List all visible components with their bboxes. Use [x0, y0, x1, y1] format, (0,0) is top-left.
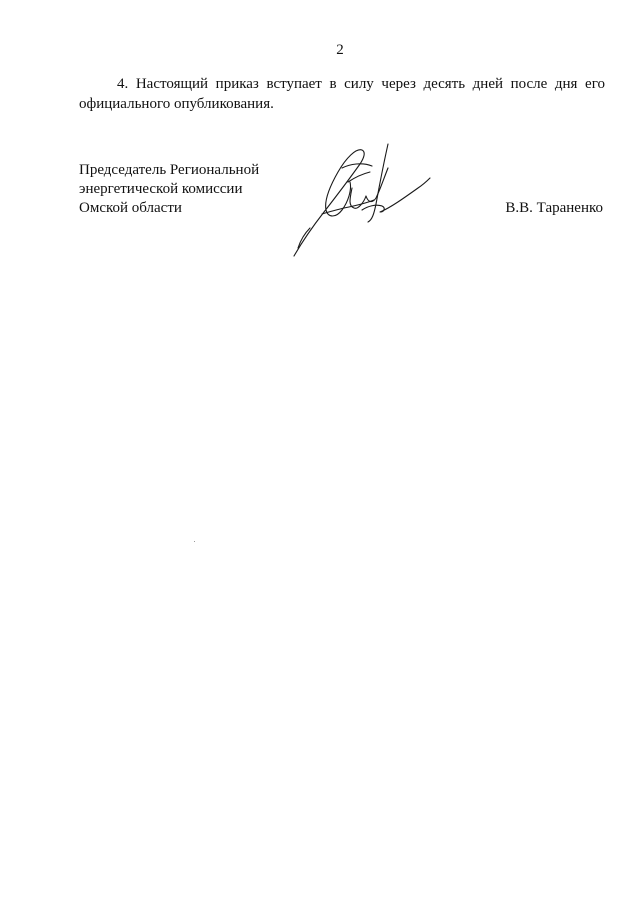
signatory-position: [79, 161, 259, 218]
paragraph-4-line-2: официального опубликования.: [79, 96, 274, 112]
page-number: 2: [336, 42, 344, 58]
signer-name: В.В. Тараненко: [505, 200, 603, 216]
paragraph-4-line-1: 4. Настоящий приказ вступает в силу через десять дней после дня его: [117, 76, 605, 92]
signatory-position-line-2: энергетической комиссии: [79, 181, 243, 197]
scan-speck: [194, 541, 195, 542]
signatory-position-line-3: Омской области: [79, 200, 182, 216]
handwritten-signature: [288, 138, 438, 260]
signatory-position-line-1: Председатель Региональной: [79, 162, 260, 178]
paragraph-4: [79, 74, 605, 114]
